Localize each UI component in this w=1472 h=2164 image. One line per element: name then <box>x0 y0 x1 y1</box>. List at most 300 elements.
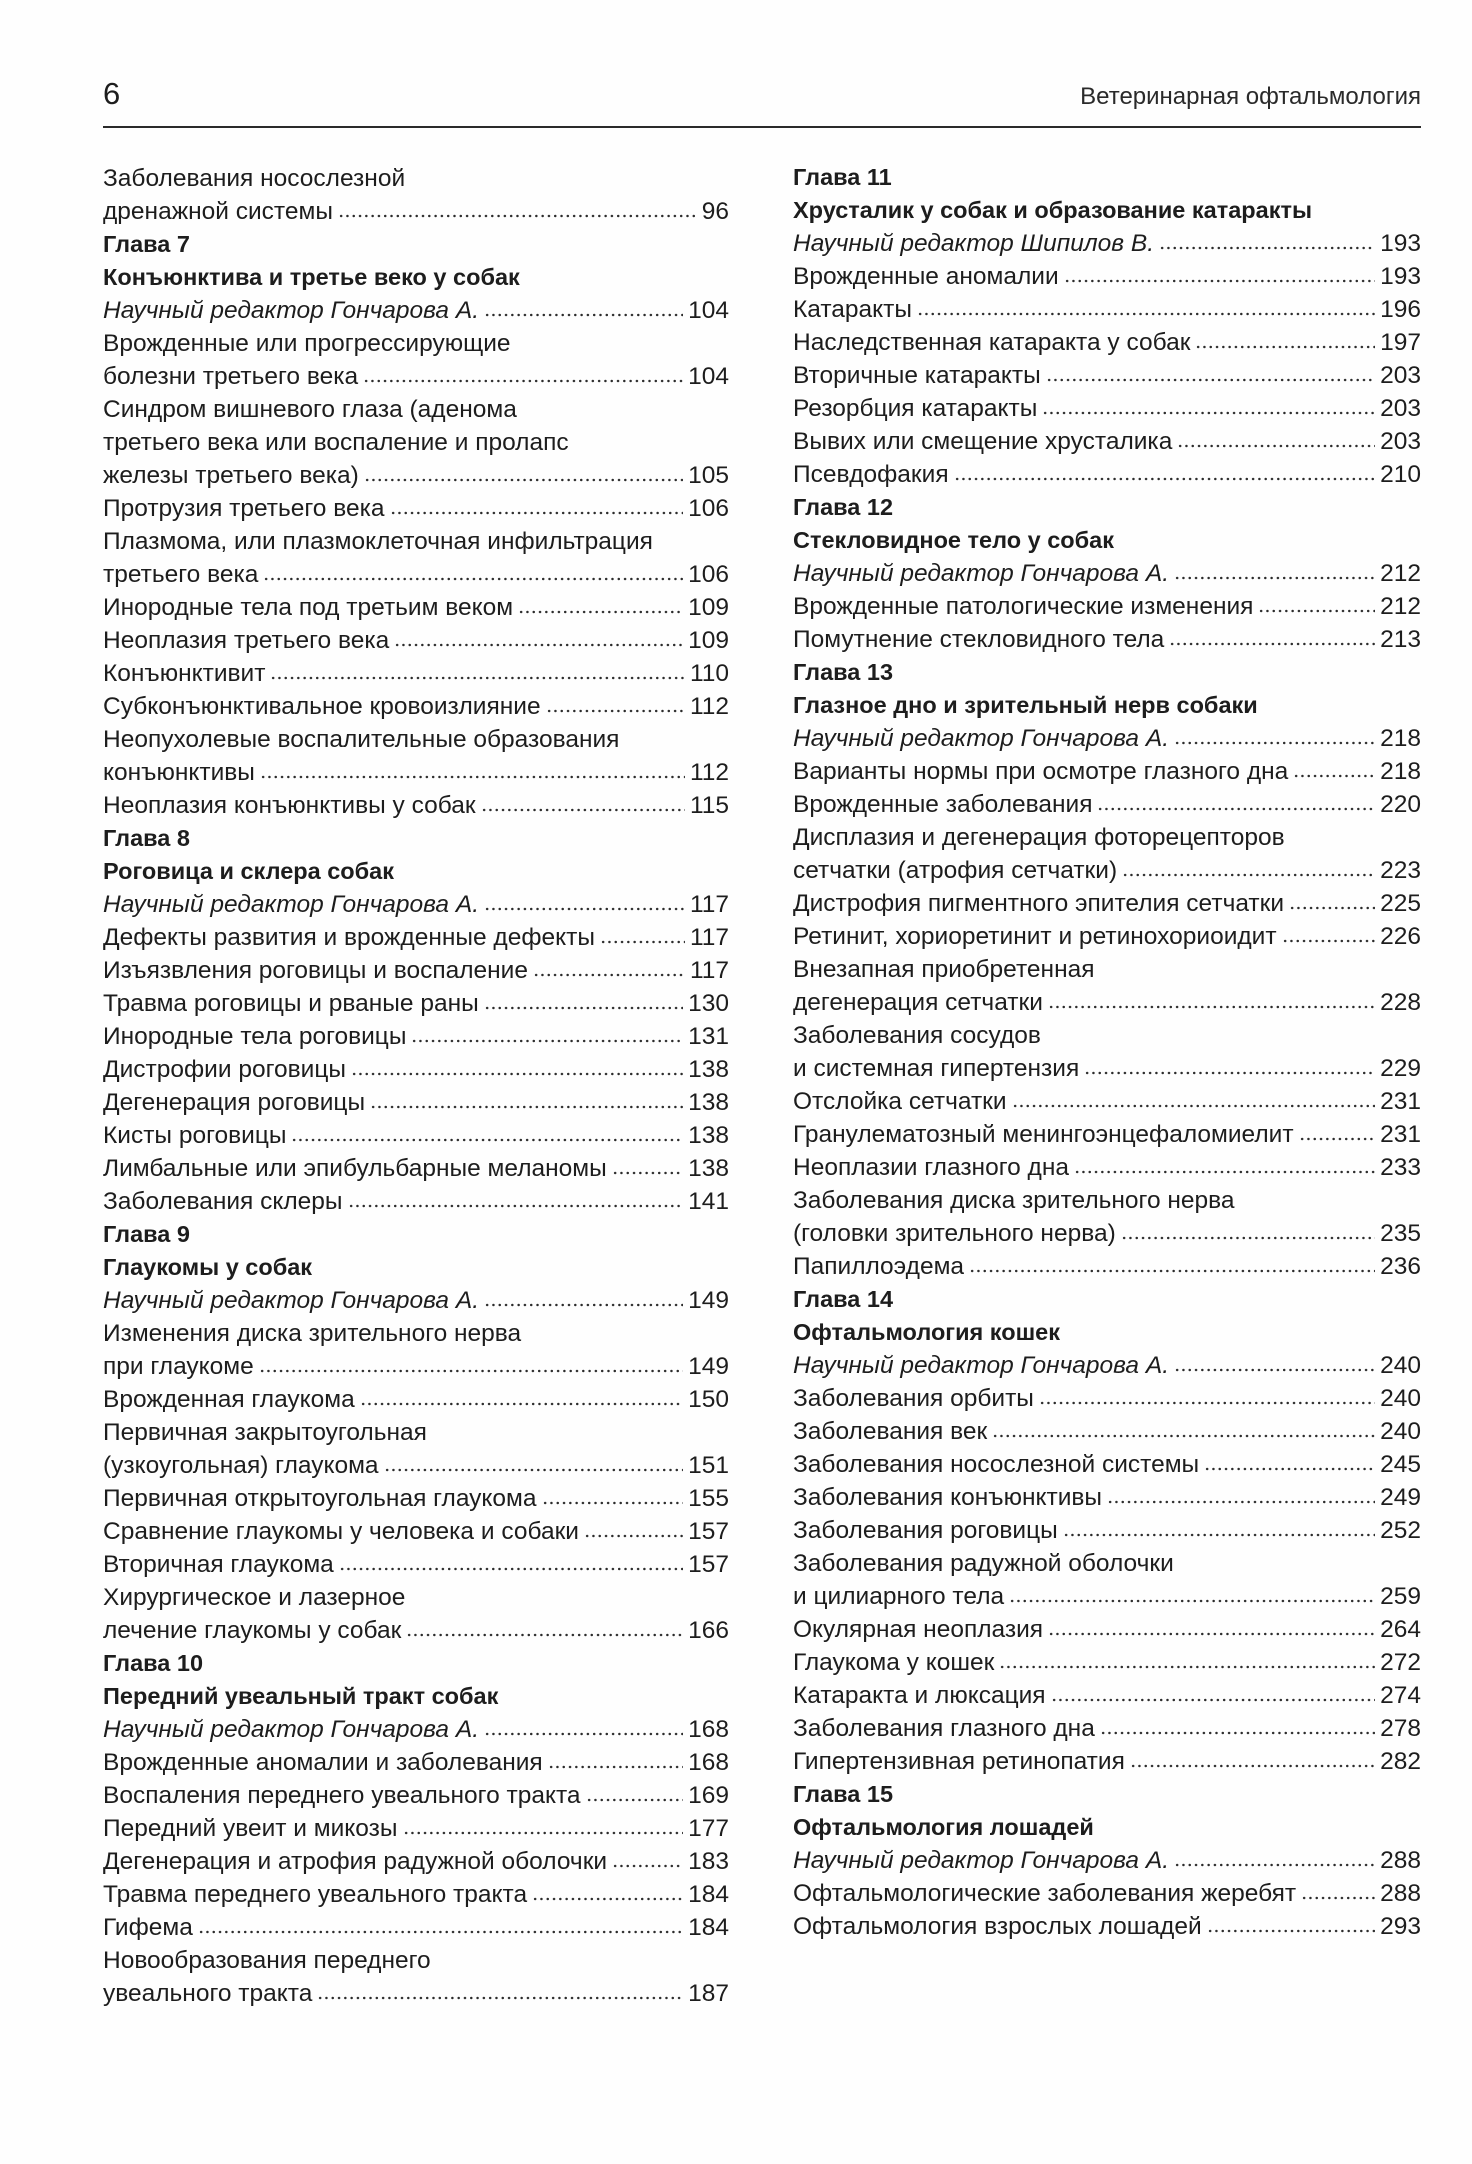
toc-entry <box>103 1746 729 1779</box>
page-ref: 272 <box>1380 1649 1421 1676</box>
page-ref: 293 <box>1380 1913 1421 1940</box>
chapter-title: Офтальмология лошадей <box>793 1814 1094 1840</box>
page-ref: 228 <box>1380 989 1421 1016</box>
toc-entry <box>793 1382 1421 1415</box>
toc-entry <box>793 1085 1421 1118</box>
toc-entry-text: Первичная закрытоугольная <box>103 1419 427 1446</box>
page-ref: 212 <box>1380 593 1421 620</box>
page-ref: 223 <box>1380 857 1421 884</box>
dot-leader <box>954 476 1376 482</box>
toc-entry-text: Заболевания глазного дна <box>793 1715 1095 1742</box>
toc-entry-text: Заболевания носослезной системы <box>793 1451 1200 1478</box>
page-ref: 117 <box>689 891 729 918</box>
toc-editor-entry <box>793 557 1421 590</box>
toc-entry-text: Наследственная катаракта у собак <box>793 329 1191 356</box>
toc-entry <box>793 1877 1421 1910</box>
toc-entry <box>103 492 729 525</box>
toc-entry-text: Хирургическое и лазерное <box>103 1584 406 1611</box>
page-ref: 212 <box>1380 560 1421 587</box>
dot-leader <box>260 774 685 780</box>
dot-leader <box>1042 410 1375 416</box>
toc-editor-entry <box>103 1713 729 1746</box>
toc-editor-entry <box>793 227 1421 260</box>
page-ref: 220 <box>1380 791 1421 818</box>
chapter-number: Глава 15 <box>793 1781 894 1807</box>
chapter-number: Глава 10 <box>103 1650 204 1676</box>
dot-leader <box>263 576 683 582</box>
toc-entry <box>793 458 1421 491</box>
page-ref: 264 <box>1380 1616 1421 1643</box>
toc-entry <box>793 920 1421 953</box>
toc-entry-text: Глаукома у кошек <box>793 1649 995 1676</box>
page-ref: 282 <box>1380 1748 1421 1775</box>
page-ref: 149 <box>688 1353 729 1380</box>
page-ref: 168 <box>688 1716 729 1743</box>
toc-entry <box>103 789 729 822</box>
toc-entry <box>793 1712 1421 1745</box>
toc-entry-text: Заболевания склеры <box>103 1188 343 1215</box>
page-ref: 218 <box>1380 758 1421 785</box>
toc-entry-text: Дисплазия и дегенерация фоторецепторов <box>793 824 1285 851</box>
dot-leader <box>198 1929 683 1935</box>
dot-leader <box>1174 740 1375 746</box>
dot-leader <box>1100 1730 1375 1736</box>
dot-leader <box>484 1731 683 1737</box>
dot-leader <box>1299 1136 1376 1142</box>
dot-leader <box>1258 608 1375 614</box>
toc-editor-entry <box>103 294 729 327</box>
toc-entry <box>793 953 1421 1019</box>
toc-entry-text: Заболевания диска зрительного нерва <box>793 1187 1235 1214</box>
dot-leader <box>1159 245 1375 251</box>
toc-entry-text: Заболевания век <box>793 1418 988 1445</box>
toc-entry-text: конъюнктивы <box>103 759 255 786</box>
toc-entry <box>103 987 729 1020</box>
dot-leader <box>612 1863 683 1869</box>
dot-leader <box>1048 1631 1375 1637</box>
dot-leader <box>1207 1928 1375 1934</box>
toc-entry-text: Научный редактор Гончарова А. <box>793 560 1170 587</box>
toc-entry-text: Научный редактор Шипилов В. <box>793 230 1155 257</box>
dot-leader <box>1064 278 1375 284</box>
chapter-number: Глава 13 <box>793 659 894 685</box>
page-ref: 235 <box>1380 1220 1421 1247</box>
toc-editor-entry <box>793 722 1421 755</box>
dot-leader <box>1121 1235 1375 1241</box>
chapter-number: Глава 9 <box>103 1221 190 1247</box>
toc-entry <box>793 1679 1421 1712</box>
chapter-title: Роговица и склера собак <box>103 858 395 884</box>
toc-entry-text: дренажной системы <box>103 198 333 225</box>
toc-entry <box>103 1482 729 1515</box>
toc-entry <box>793 1184 1421 1250</box>
toc-entry-text: Научный редактор Гончарова А. <box>103 297 480 324</box>
page-ref: 110 <box>689 660 729 687</box>
page-ref: 109 <box>688 594 729 621</box>
toc-entry <box>103 1317 729 1383</box>
toc-entry-text: (узкоугольная) глаукома <box>103 1452 379 1479</box>
dot-leader <box>481 807 685 813</box>
toc-entry-text: железы третьего века) <box>103 462 359 489</box>
dot-leader <box>533 972 685 978</box>
toc-entry-text: Заболевания радужной оболочки <box>793 1550 1174 1577</box>
page-ref: 168 <box>688 1749 729 1776</box>
toc-entry <box>103 393 729 492</box>
page-ref: 245 <box>1380 1451 1421 1478</box>
dot-leader <box>1195 344 1375 350</box>
toc-entry-text: Папиллоэдема <box>793 1253 965 1280</box>
page-ref: 106 <box>688 495 729 522</box>
toc-entry <box>793 1448 1421 1481</box>
toc-editor-entry <box>793 1349 1421 1382</box>
toc-entry <box>103 1053 729 1086</box>
toc-entry-text: Врожденные заболевания <box>793 791 1093 818</box>
toc-entry-text: Субконъюнктивальное кровоизлияние <box>103 693 541 720</box>
dot-leader <box>1107 1499 1375 1505</box>
toc-entry-text: Помутнение стекловидного тела <box>793 626 1165 653</box>
dot-leader <box>411 1038 683 1044</box>
page-ref: 236 <box>1380 1253 1421 1280</box>
toc-entry-text: Неоплазии глазного дна <box>793 1154 1069 1181</box>
toc-entry-text: Инородные тела роговицы <box>103 1023 407 1050</box>
toc-entry <box>793 821 1421 887</box>
chapter-title: Передний увеальный тракт собак <box>103 1683 499 1709</box>
toc-entry-text: Врожденные или прогрессирующие <box>103 330 511 357</box>
dot-leader <box>363 378 683 384</box>
chapter-number: Глава 12 <box>793 494 894 520</box>
page-ref: 157 <box>688 1551 729 1578</box>
dot-leader <box>1039 1400 1375 1406</box>
toc-entry-text: Офтальмологические заболевания жеребят <box>793 1880 1297 1907</box>
toc-entry <box>793 623 1421 656</box>
toc-entry-text: и цилиарного тела <box>793 1583 1005 1610</box>
toc-entry <box>103 1416 729 1482</box>
toc-entry <box>103 1185 729 1218</box>
page-ref: 184 <box>688 1881 729 1908</box>
page-ref: 203 <box>1380 428 1421 455</box>
chapter-title: Хрусталик у собак и образование катаракты <box>793 197 1313 223</box>
toc-entry-text: Научный редактор Гончарова А. <box>793 1847 1170 1874</box>
page-ref: 131 <box>688 1023 729 1050</box>
dot-leader <box>1293 773 1375 779</box>
page-ref: 104 <box>688 297 729 324</box>
toc-entry-text: увеального тракта <box>103 1980 313 2007</box>
page-ref: 288 <box>1380 1880 1421 1907</box>
page-ref: 233 <box>1380 1154 1421 1181</box>
page-ref: 130 <box>688 990 729 1017</box>
dot-leader <box>484 1302 683 1308</box>
toc-entry <box>103 624 729 657</box>
toc-entry-text: Изъязвления роговицы и воспаление <box>103 957 528 984</box>
toc-entry <box>793 1613 1421 1646</box>
toc-entry <box>103 921 729 954</box>
toc-entry-text: Неоплазия конъюнктивы у собак <box>103 792 476 819</box>
page-ref: 203 <box>1380 395 1421 422</box>
dot-leader <box>406 1632 683 1638</box>
chapter-title: Офтальмология кошек <box>793 1319 1061 1345</box>
toc-entry <box>103 1878 729 1911</box>
toc-entry-text: Научный редактор Гончарова А. <box>103 1287 480 1314</box>
page-ref: 278 <box>1380 1715 1421 1742</box>
dot-leader <box>532 1896 683 1902</box>
toc-entry-text: Врожденные аномалии <box>793 263 1059 290</box>
toc-entry <box>103 591 729 624</box>
toc-entry-text: Лимбальные или эпибульбарные меланомы <box>103 1155 607 1182</box>
toc-editor-entry <box>793 1844 1421 1877</box>
toc-entry-text: Резорбция катаракты <box>793 395 1038 422</box>
page-ref: 193 <box>1380 230 1421 257</box>
running-title: Ветеринарная офтальмология <box>1080 83 1421 110</box>
page-ref: 177 <box>688 1815 729 1842</box>
toc-entry-text: Научный редактор Гончарова А. <box>103 1716 480 1743</box>
dot-leader <box>394 642 683 648</box>
chapter-number: Глава 11 <box>793 164 892 190</box>
dot-leader <box>484 906 685 912</box>
toc-entry <box>103 1515 729 1548</box>
toc-entry-text: Синдром вишневого глаза (аденома <box>103 396 517 423</box>
toc-entry-text: Протрузия третьего века <box>103 495 385 522</box>
toc-entry-text: Дистрофия пигментного эпителия сетчатки <box>793 890 1285 917</box>
toc-entry <box>793 1481 1421 1514</box>
toc-entry <box>793 260 1421 293</box>
toc-entry-text: Отслойка сетчатки <box>793 1088 1007 1115</box>
toc-entry <box>103 1911 729 1944</box>
toc-entry <box>103 1152 729 1185</box>
page-ref: 149 <box>688 1287 729 1314</box>
toc-entry-text: Плазмома, или плазмоклеточная инфильтрация <box>103 528 653 555</box>
dot-leader <box>1301 1895 1375 1901</box>
toc-entry-text: Вторичные катаракты <box>793 362 1041 389</box>
dot-leader <box>484 312 683 318</box>
chapter-number: Глава 8 <box>103 825 190 851</box>
toc-entry-text: Окулярная неоплазия <box>793 1616 1044 1643</box>
toc-entry-text: Дегенерация роговицы <box>103 1089 366 1116</box>
chapter-title: Глаукомы у собак <box>103 1254 313 1280</box>
dot-leader <box>1174 1862 1375 1868</box>
dot-leader <box>917 311 1375 317</box>
toc-entry-text: Научный редактор Гончарова А. <box>103 891 480 918</box>
toc-entry <box>103 690 729 723</box>
page-ref: 187 <box>688 1980 729 2007</box>
dot-leader <box>600 939 685 945</box>
toc-entry <box>793 1910 1421 1943</box>
dot-leader <box>1289 905 1375 911</box>
dot-leader <box>1051 1697 1376 1703</box>
page-ref: 104 <box>688 363 729 390</box>
toc-entry-text: Внезапная приобретенная <box>793 956 1095 983</box>
toc-entry <box>793 359 1421 392</box>
toc-entry <box>103 525 729 591</box>
chapter-number: Глава 14 <box>793 1286 894 1312</box>
toc-entry-text: Передний увеит и микозы <box>103 1815 398 1842</box>
toc-entry <box>103 1812 729 1845</box>
toc-entry <box>793 590 1421 623</box>
page-ref: 231 <box>1380 1121 1421 1148</box>
dot-leader <box>338 213 697 219</box>
toc-entry-text: Вторичная глаукома <box>103 1551 334 1578</box>
page-ref: 138 <box>688 1155 729 1182</box>
toc-entry-text: Научный редактор Гончарова А. <box>793 725 1170 752</box>
toc-entry-text: Воспаления переднего увеального тракта <box>103 1782 581 1809</box>
toc-entry <box>103 1581 729 1647</box>
toc-entry <box>103 1548 729 1581</box>
dot-leader <box>992 1433 1375 1439</box>
page-ref: 249 <box>1380 1484 1421 1511</box>
toc-entry-text: третьего века или воспаление и пролапс <box>103 429 569 456</box>
toc-entry-text: Варианты нормы при осмотре глазного дна <box>793 758 1289 785</box>
chapter-title: Глазное дно и зрительный нерв собаки <box>793 692 1258 718</box>
page-ref: 109 <box>688 627 729 654</box>
toc-entry-text: болезни третьего века <box>103 363 359 390</box>
toc-entry <box>793 1514 1421 1547</box>
page-header <box>103 74 1421 128</box>
dot-leader <box>364 477 683 483</box>
toc-entry <box>793 293 1421 326</box>
toc-entry-text: Дистрофии роговицы <box>103 1056 346 1083</box>
toc-entry-text: Неопухолевые воспалительные образования <box>103 726 620 753</box>
toc-editor-entry <box>103 1284 729 1317</box>
dot-leader <box>1177 443 1375 449</box>
toc-entry-text: Дегенерация и атрофия радужной оболочки <box>103 1848 608 1875</box>
dot-leader <box>548 1764 683 1770</box>
toc-entry-text: Конъюнктивит <box>103 660 266 687</box>
dot-leader <box>403 1830 684 1836</box>
toc-entry-text: Врожденные патологические изменения <box>793 593 1254 620</box>
dot-leader <box>370 1104 683 1110</box>
page-ref: 193 <box>1380 263 1421 290</box>
toc-entry <box>103 1944 729 2010</box>
toc-entry-text: Сравнение глаукомы у человека и собаки <box>103 1518 579 1545</box>
dot-leader <box>259 1368 683 1374</box>
toc-entry-text: Врожденные аномалии и заболевания <box>103 1749 543 1776</box>
toc-entry <box>793 1547 1421 1613</box>
toc-entry <box>793 425 1421 458</box>
toc-entry <box>103 657 729 690</box>
page-ref: 150 <box>688 1386 729 1413</box>
toc-entry-text: Гифема <box>103 1914 193 1941</box>
dot-leader <box>1122 872 1375 878</box>
toc-entry-text: Заболевания носослезной <box>103 165 406 192</box>
dot-leader <box>1174 1367 1375 1373</box>
dot-leader <box>291 1137 683 1143</box>
dot-leader <box>518 609 683 615</box>
toc-entry-text: (головки зрительного нерва) <box>793 1220 1116 1247</box>
toc-entry <box>793 788 1421 821</box>
page-ref: 138 <box>688 1122 729 1149</box>
dot-leader <box>969 1268 1375 1274</box>
dot-leader <box>546 708 685 714</box>
dot-leader <box>339 1566 683 1572</box>
toc-entry <box>103 327 729 393</box>
toc-entry <box>793 1745 1421 1778</box>
toc-entry-text: Заболевания конъюнктивы <box>793 1484 1103 1511</box>
toc-right-column <box>793 161 1421 1943</box>
dot-leader <box>1074 1169 1375 1175</box>
page-ref: 117 <box>689 924 729 951</box>
toc-entry-text: Гранулематозный менингоэнцефаломиелит <box>793 1121 1294 1148</box>
chapter-number: Глава 7 <box>103 231 190 257</box>
toc-entry-text: Гипертензивная ретинопатия <box>793 1748 1125 1775</box>
toc-entry-text: дегенерация сетчатки <box>793 989 1043 1016</box>
page-ref: 240 <box>1380 1385 1421 1412</box>
dot-leader <box>384 1467 684 1473</box>
toc-entry-text: сетчатки (атрофия сетчатки) <box>793 857 1118 884</box>
dot-leader <box>1204 1466 1375 1472</box>
toc-entry <box>793 1250 1421 1283</box>
chapter-title: Стекловидное тело у собак <box>793 527 1114 553</box>
page-ref: 196 <box>1380 296 1421 323</box>
toc-entry <box>793 1151 1421 1184</box>
toc-entry-text: Заболевания орбиты <box>793 1385 1034 1412</box>
page-ref: 213 <box>1380 626 1421 653</box>
toc-entry <box>793 887 1421 920</box>
toc-entry-text: Ретинит, хориоретинит и ретинохориоидит <box>793 923 1277 950</box>
page-ref: 259 <box>1380 1583 1421 1610</box>
page-ref: 115 <box>689 792 729 819</box>
dot-leader <box>270 675 684 681</box>
dot-leader <box>390 510 684 516</box>
page-number: 6 <box>103 76 121 111</box>
dot-leader <box>612 1170 683 1176</box>
page-ref: 151 <box>688 1452 729 1479</box>
toc-entry-text: Травма переднего увеального тракта <box>103 1881 528 1908</box>
dot-leader <box>1063 1532 1375 1538</box>
toc-entry <box>103 1779 729 1812</box>
toc-entry-text: лечение глаукомы у собак <box>103 1617 402 1644</box>
page-ref: 288 <box>1380 1847 1421 1874</box>
page-ref: 225 <box>1380 890 1421 917</box>
toc-entry-text: Катаракты <box>793 296 913 323</box>
page-ref: 141 <box>688 1188 729 1215</box>
page-ref: 231 <box>1380 1088 1421 1115</box>
toc-entry <box>103 1086 729 1119</box>
dot-leader <box>360 1401 683 1407</box>
page-ref: 96 <box>701 198 729 225</box>
toc-entry <box>103 1845 729 1878</box>
dot-leader <box>351 1071 683 1077</box>
toc-entry-text: Врожденная глаукома <box>103 1386 355 1413</box>
dot-leader <box>1084 1070 1375 1076</box>
toc-entry-text: Заболевания сосудов <box>793 1022 1041 1049</box>
toc-entry-text: Катаракта и люксация <box>793 1682 1046 1709</box>
dot-leader <box>317 1995 683 2001</box>
toc-entry-text: Неоплазия третьего века <box>103 627 390 654</box>
toc-entry-text: Псевдофакия <box>793 461 949 488</box>
toc-entry <box>103 1020 729 1053</box>
dot-leader <box>1048 1004 1375 1010</box>
toc-editor-entry <box>103 888 729 921</box>
toc-entry <box>793 1415 1421 1448</box>
toc-entry <box>103 162 729 228</box>
page-ref: 166 <box>688 1617 729 1644</box>
page-ref: 138 <box>688 1089 729 1116</box>
toc-entry <box>793 755 1421 788</box>
page-ref: 197 <box>1380 329 1421 356</box>
page-ref: 138 <box>688 1056 729 1083</box>
dot-leader <box>1282 938 1376 944</box>
toc-entry-text: Вывих или смещение хрусталика <box>793 428 1173 455</box>
toc-entry-text: Первичная открытоугольная глаукома <box>103 1485 537 1512</box>
page-ref: 226 <box>1380 923 1421 950</box>
toc-entry-text: Заболевания роговицы <box>793 1517 1058 1544</box>
toc-entry-text: Изменения диска зрительного нерва <box>103 1320 522 1347</box>
toc-entry-text: Кисты роговицы <box>103 1122 287 1149</box>
toc-entry-text: Дефекты развития и врожденные дефекты <box>103 924 595 951</box>
dot-leader <box>1009 1598 1375 1604</box>
page-ref: 106 <box>688 561 729 588</box>
dot-leader <box>586 1797 684 1803</box>
toc-entry <box>793 392 1421 425</box>
